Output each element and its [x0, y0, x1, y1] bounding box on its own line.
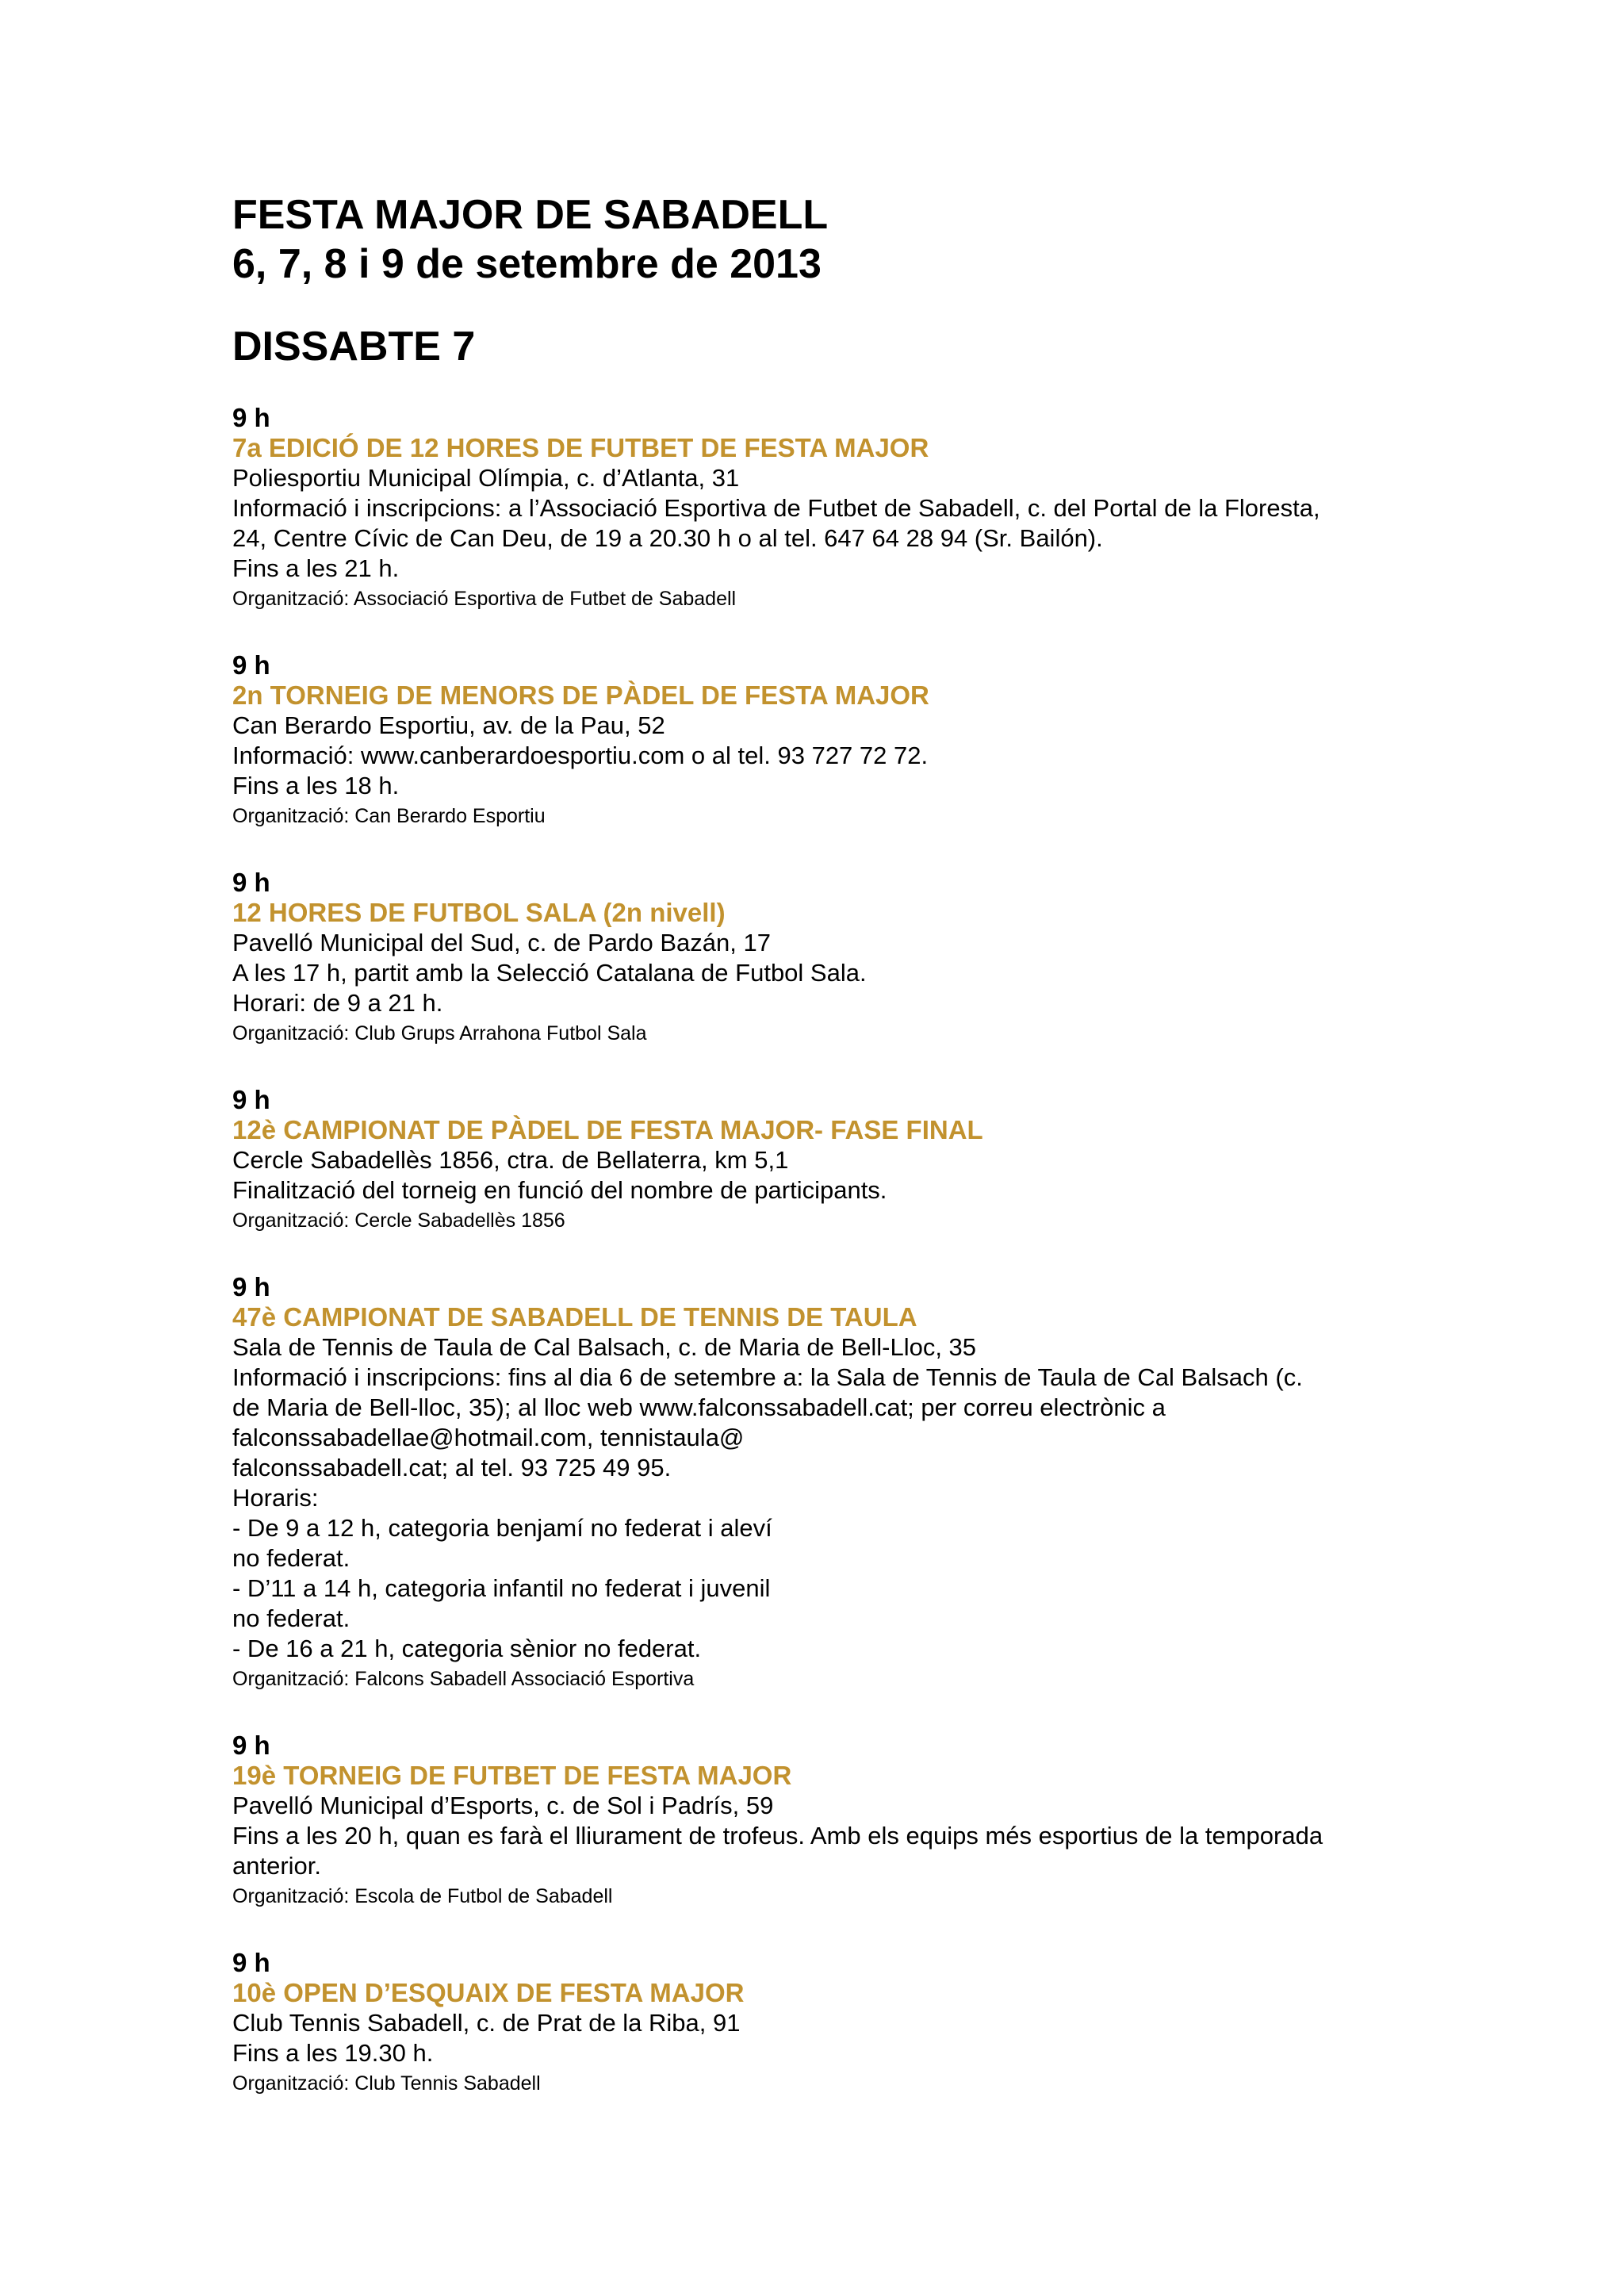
title-line-2: 6, 7, 8 i 9 de setembre de 2013: [232, 241, 822, 287]
document-title: [232, 190, 1422, 289]
event-time: 9 h: [232, 868, 270, 897]
event-detail-line: de Maria de Bell-lloc, 35); al lloc web www.falconssabadell.cat; per correu electrònic a: [232, 1393, 1166, 1421]
event-organizer: Organització: Club Tennis Sabadell: [232, 2072, 541, 2095]
event-organizer: Organització: Can Berardo Esportiu: [232, 805, 546, 827]
event-time: 9 h: [232, 1085, 270, 1114]
event-detail-line: Finalització del torneig en funció del nombre de participants.: [232, 1176, 887, 1204]
event-detail-line: Pavelló Municipal d’Esports, c. de Sol i Padrís, 59: [232, 1792, 774, 1819]
event-detail-line: A les 17 h, partit amb la Selecció Catalana de Futbol Sala.: [232, 959, 867, 987]
event-detail-line: no federat.: [232, 1544, 350, 1572]
event-detail-line: falconssabadellae@hotmail.com, tennistaula@: [232, 1424, 745, 1451]
title-line-1: FESTA MAJOR DE SABADELL: [232, 192, 829, 238]
day-heading: DISSABTE 7: [232, 324, 476, 370]
event-detail-line: 24, Centre Cívic de Can Deu, de 19 a 20.30 h o al tel. 647 64 28 94 (Sr. Bailón).: [232, 524, 1103, 552]
event-title: 12 HORES DE FUTBOL SALA (2n nivell): [232, 898, 726, 927]
event-detail-line: Pavelló Municipal del Sud, c. de Pardo Bazán, 17: [232, 929, 771, 956]
event-title: 2n TORNEIG DE MENORS DE PÀDEL DE FESTA MAJOR: [232, 680, 929, 710]
event-detail-line: Informació i inscripcions: a l’Associació Esportiva de Futbet de Sabadell, c. del Portal de la Floresta,: [232, 494, 1320, 522]
event-title: 7a EDICIÓ DE 12 HORES DE FUTBET DE FESTA MAJOR: [232, 433, 929, 462]
event-item: [232, 1731, 1422, 1911]
event-detail-line: Fins a les 18 h.: [232, 772, 400, 799]
event-detail-line: Fins a les 19.30 h.: [232, 2039, 434, 2067]
event-detail-line: anterior.: [232, 1852, 322, 1880]
event-detail-line: Fins a les 21 h.: [232, 554, 400, 582]
event-organizer: Organització: Falcons Sabadell Associació Esportiva: [232, 1668, 695, 1690]
event-time: 9 h: [232, 403, 270, 432]
event-organizer: Organització: Escola de Futbol de Sabadell: [232, 1885, 613, 1907]
event-time: 9 h: [232, 1731, 270, 1760]
event-title: 47è CAMPIONAT DE SABADELL DE TENNIS DE TAULA: [232, 1302, 917, 1332]
event-item: [232, 1272, 1422, 1694]
event-detail-line: Horaris:: [232, 1484, 319, 1512]
event-list: [232, 403, 1422, 2099]
event-item: [232, 403, 1422, 614]
event-title: 10è OPEN D’ESQUAIX DE FESTA MAJOR: [232, 1978, 745, 2007]
event-detail-line: - D’11 a 14 h, categoria infantil no federat i juvenil: [232, 1574, 771, 1602]
event-title: 12è CAMPIONAT DE PÀDEL DE FESTA MAJOR- FASE FINAL: [232, 1115, 983, 1144]
event-item: [232, 868, 1422, 1048]
event-organizer: Organització: Associació Esportiva de Futbet de Sabadell: [232, 588, 737, 610]
event-title: 19è TORNEIG DE FUTBET DE FESTA MAJOR: [232, 1761, 792, 1790]
event-detail-line: Horari: de 9 a 21 h.: [232, 989, 443, 1017]
event-detail-line: Sala de Tennis de Taula de Cal Balsach, c. de Maria de Bell-Lloc, 35: [232, 1333, 977, 1361]
event-detail-line: Informació i inscripcions: fins al dia 6 de setembre a: la Sala de Tennis de Taula de Cal Balsach (c.: [232, 1363, 1303, 1391]
event-detail-line: Informació: www.canberardoesportiu.com o al tel. 93 727 72 72.: [232, 742, 929, 769]
event-detail-line: Club Tennis Sabadell, c. de Prat de la Riba, 91: [232, 2009, 741, 2037]
event-item: [232, 650, 1422, 831]
event-detail-line: falconssabadell.cat; al tel. 93 725 49 95.: [232, 1454, 672, 1481]
event-organizer: Organització: Cercle Sabadellès 1856: [232, 1209, 565, 1232]
event-detail-line: Can Berardo Esportiu, av. de la Pau, 52: [232, 711, 665, 739]
event-item: [232, 1948, 1422, 2099]
event-detail-line: Poliesportiu Municipal Olímpia, c. d’Atlanta, 31: [232, 464, 740, 492]
event-organizer: Organització: Club Grups Arrahona Futbol Sala: [232, 1022, 647, 1045]
event-detail-line: Fins a les 20 h, quan es farà el lliurament de trofeus. Amb els equips més esportius de la temporada: [232, 1822, 1323, 1849]
event-detail-line: - De 9 a 12 h, categoria benjamí no federat i aleví: [232, 1514, 772, 1542]
event-time: 9 h: [232, 650, 270, 680]
event-detail-line: - De 16 a 21 h, categoria sènior no federat.: [232, 1635, 702, 1662]
event-item: [232, 1085, 1422, 1236]
document-page: [232, 190, 1422, 2135]
event-detail-line: Cercle Sabadellès 1856, ctra. de Bellaterra, km 5,1: [232, 1146, 789, 1174]
event-time: 9 h: [232, 1272, 270, 1301]
event-time: 9 h: [232, 1948, 270, 1977]
event-detail-line: no federat.: [232, 1604, 350, 1632]
